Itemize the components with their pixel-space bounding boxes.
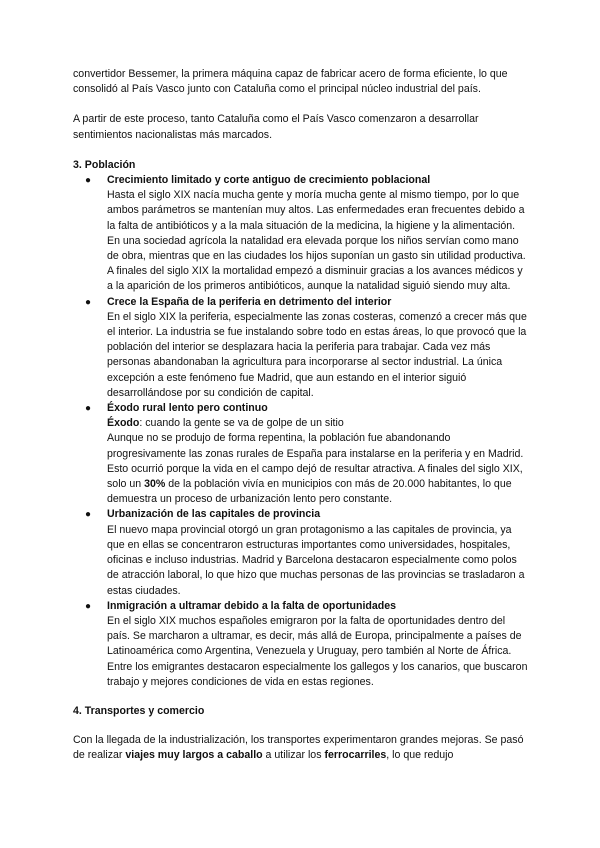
section-4-paragraph (73, 733, 528, 763)
intro-paragraph-1: convertidor Bessemer, la primera máquina capaz de fabricar acero de forma eficiente, lo que consolidó al País Vasco junto con Cataluña como el principal núcleo industrial del país. (73, 68, 508, 96)
paragraph-text-mid: a utilizar los (262, 749, 325, 762)
list-item-body: Hasta el siglo XIX nacía mucha gente y moría mucha gente al mismo tiempo, por lo que ambos parámetros se mantenían muy altos. Las enfermedades eran frecuentes debido a la falta de antibióticos y a la mala situación de la medicina, la higiene y la alimentación. En una sociedad agrícola la natalidad era elevada porque los niños servían como mano de obra, mientras que en las ciudades los hijos suponían un gasto sin utilidad productiva. A finales del siglo XIX la mortalidad empezó a disminuir gracias a los avances médicos y a la aparición de los primeros antibióticos, aunque la natalidad siguió siendo muy alta. (107, 189, 526, 293)
section-4-heading: 4. Transportes y comercio (73, 704, 205, 717)
highlight-railways: ferrocarriles (324, 749, 387, 762)
paragraph-text-start: Con la llegada de la industrialización, los transportes experimentaron grandes mejoras. Se pasó de realizar (73, 734, 524, 762)
bullet-icon: ● (85, 296, 92, 308)
list-item-title: Éxodo rural lento pero continuo (107, 402, 268, 415)
bullet-icon: ● (85, 175, 92, 187)
list-item (85, 401, 528, 507)
list-item-title: Crecimiento limitado y corte antiguo de crecimiento poblacional (107, 174, 431, 187)
list-item-body: En el siglo XIX muchos españoles emigraron por la falta de oportunidades dentro del país. Se marcharon a ultramar, es decir, más allá de Europa, principalmente a países de Latinoamérica como Argentina, Venezuela y Uruguay, pero también al Norte de África. Entre los emigrantes destacaron especialmente los gallegos y los canarios, que buscaron trabajo y mejores condiciones de vida en estas regiones. (107, 614, 528, 688)
population-list (73, 173, 528, 690)
list-item-body: El nuevo mapa provincial otorgó un gran protagonismo a las capitales de provincia, ya que en ellas se concentraron estructuras importantes como universidades, hospitales, oficinas e incluso industrias. Madrid y Barcelona destacaron especialmente como polos de atracción laboral, lo que hizo que muchas personas de las provincias se trasladaron a estas ciudades. (107, 523, 525, 597)
list-item (85, 173, 528, 295)
bullet-icon: ● (85, 403, 92, 415)
body-text-start: Aunque no se produjo de forma repentina, la población fue abandonando progresivamente las zonas rurales de España para instalarse en la periferia y en Madrid. Esto ocurrió porque la vida en el campo dejó de resultar atractiva. A finales del siglo XIX, solo un (107, 432, 524, 491)
list-item-title: Urbanización de las capitales de provincia (107, 508, 321, 521)
list-item (85, 507, 528, 598)
list-item (85, 599, 528, 690)
document-body (73, 67, 528, 764)
definition-term: Éxodo (107, 417, 140, 430)
list-item (85, 295, 528, 401)
bullet-icon: ● (85, 600, 92, 612)
list-item-body: En el siglo XIX la periferia, especialmente las zonas costeras, comenzó a crecer más que el interior. La industria se fue instalando sobre todo en estas áreas, lo que provocó que la población del interior se desplazara hacia la periferia para trabajar. Cada vez más personas abandonaban la agricultura para incorporarse al sector industrial. La única excepción a este fenómeno fue Madrid, que aun estando en el interior siguió desarrollándose por su condición de capital. (107, 310, 527, 399)
list-item-title: Inmigración a ultramar debido a la falta de oportunidades (107, 599, 397, 612)
body-text-end: de la población vivía en municipios con más de 20.000 habitantes, lo que demuestra un proceso de urbanización lento pero constante. (107, 478, 512, 506)
highlight-horse-travel: viajes muy largos a caballo (125, 749, 263, 762)
list-item-body (107, 431, 528, 507)
definition-line (107, 416, 528, 431)
paragraph-text-end: , lo que redujo (386, 749, 454, 762)
bullet-icon: ● (85, 509, 92, 521)
section-3-heading: 3. Población (73, 158, 136, 171)
list-item-title: Crece la España de la periferia en detrimento del interior (107, 295, 392, 308)
highlight-percent: 30% (144, 478, 166, 491)
definition-text: : cuando la gente se va de golpe de un sitio (139, 417, 344, 430)
intro-paragraph-2: A partir de este proceso, tanto Cataluña como el País Vasco comenzaron a desarrollar sentimientos nacionalistas más marcados. (73, 113, 479, 141)
